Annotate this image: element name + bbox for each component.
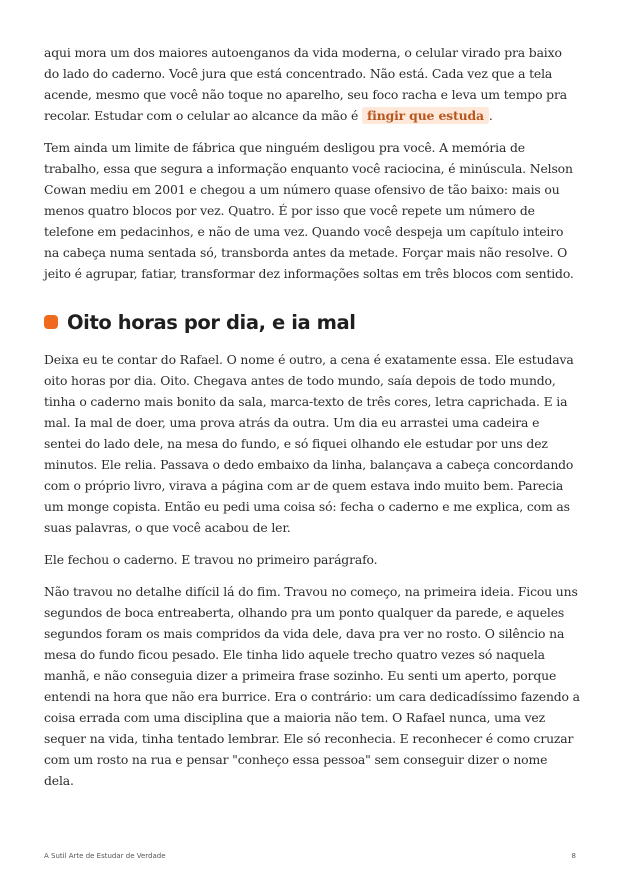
- heading-bullet-icon: [44, 315, 58, 329]
- paragraph-rafael-story: Deixa eu te contar do Rafael. O nome é outro, a cena é exatamente essa. Ele estudava oito horas por dia. Oito. Chegava antes de todo mundo, saía depois de todo mundo, tinha o caderno mais bonito da sala, marca-texto de três cores, letra caprichada. E ia mal. Ia mal de doer, uma prova atrás da outra. Um dia eu arrastei uma cadeira e sentei do lado dele, na mesa do fundo, e só fiquei olhando ele estudar por uns dez minutos. Ele relia. Passava o dedo embaixo da linha, balançava a cabeça concordando com o próprio livro, virava a página com ar de quem estava indo muito bem. Parecia um monge copista. Então eu pedi uma coisa só: fecha o caderno e me explica, com as suas palavras, o que você acabou de ler.: [44, 352, 574, 535]
- footer-book-title: A Sutil Arte de Estudar de Verdade: [44, 852, 166, 860]
- paragraph-closed-notebook: Ele fechou o caderno. E travou no primeiro parágrafo.: [44, 552, 378, 567]
- page-footer: [44, 852, 576, 860]
- paragraph-recognition: Não travou no detalhe difícil lá do fim. Travou no começo, na primeira ideia. Ficou uns segundos de boca entreaberta, olhando pra um ponto qualquer da parede, e aqueles segundos foram os mais compridos da vida dele, dava pra ver no rosto. O silêncio na mesa do fundo ficou pesado. Ele tinha lido aquele trecho quatro vezes só naquela manhã, e não conseguia dizer a primeira frase sozinho. Eu senti um aperto, porque entendi na hora que não era burrice. Era o contrário: um cara dedicadíssimo fazendo a coisa errada com uma disciplina que a maioria não tem. O Rafael nunca, uma vez sequer na vida, tinha tentado lembrar. Ele só reconhecia. E reconhecer é como cruzar com um rosto na rua e pensar "conheço essa pessoa" sem conseguir dizer o nome dela.: [44, 584, 580, 788]
- paragraph-intro-text: aqui mora um dos maiores autoenganos da vida moderna, o celular virado pra baixo do lado do caderno. Você jura que está concentrado. Não está. Cada vez que a tela acende, mesmo que você não toque no aparelho, seu foco racha e leva um tempo pra recolar. Estudar com o celular ao alcance da mão é: [44, 45, 567, 123]
- highlighted-phrase: fingir que estuda: [362, 107, 489, 124]
- paragraph-working-memory: Tem ainda um limite de fábrica que ninguém desligou pra você. A memória de trabalho, essa que segura a informação enquanto você raciocina, é minúscula. Nelson Cowan mediu em 2001 e chegou a um número quase ofensivo de tão baixo: mais ou menos quatro blocos por vez. Quatro. É por isso que você repete um número de telefone em pedacinhos, e não de uma vez. Quando você despeja um capítulo inteiro na cabeça numa sentada só, transborda antes da metade. Forçar mais não resolve. O jeito é agrupar, fatiar, transformar dez informações soltas em três blocos com sentido.: [44, 140, 574, 281]
- section-heading: [44, 305, 580, 339]
- paragraph-intro: [44, 42, 580, 126]
- paragraph-intro-end: .: [488, 108, 493, 123]
- page-content: [44, 42, 580, 791]
- section-title: Oito horas por dia, e ia mal: [67, 310, 356, 334]
- footer-page-number: 8: [571, 852, 576, 860]
